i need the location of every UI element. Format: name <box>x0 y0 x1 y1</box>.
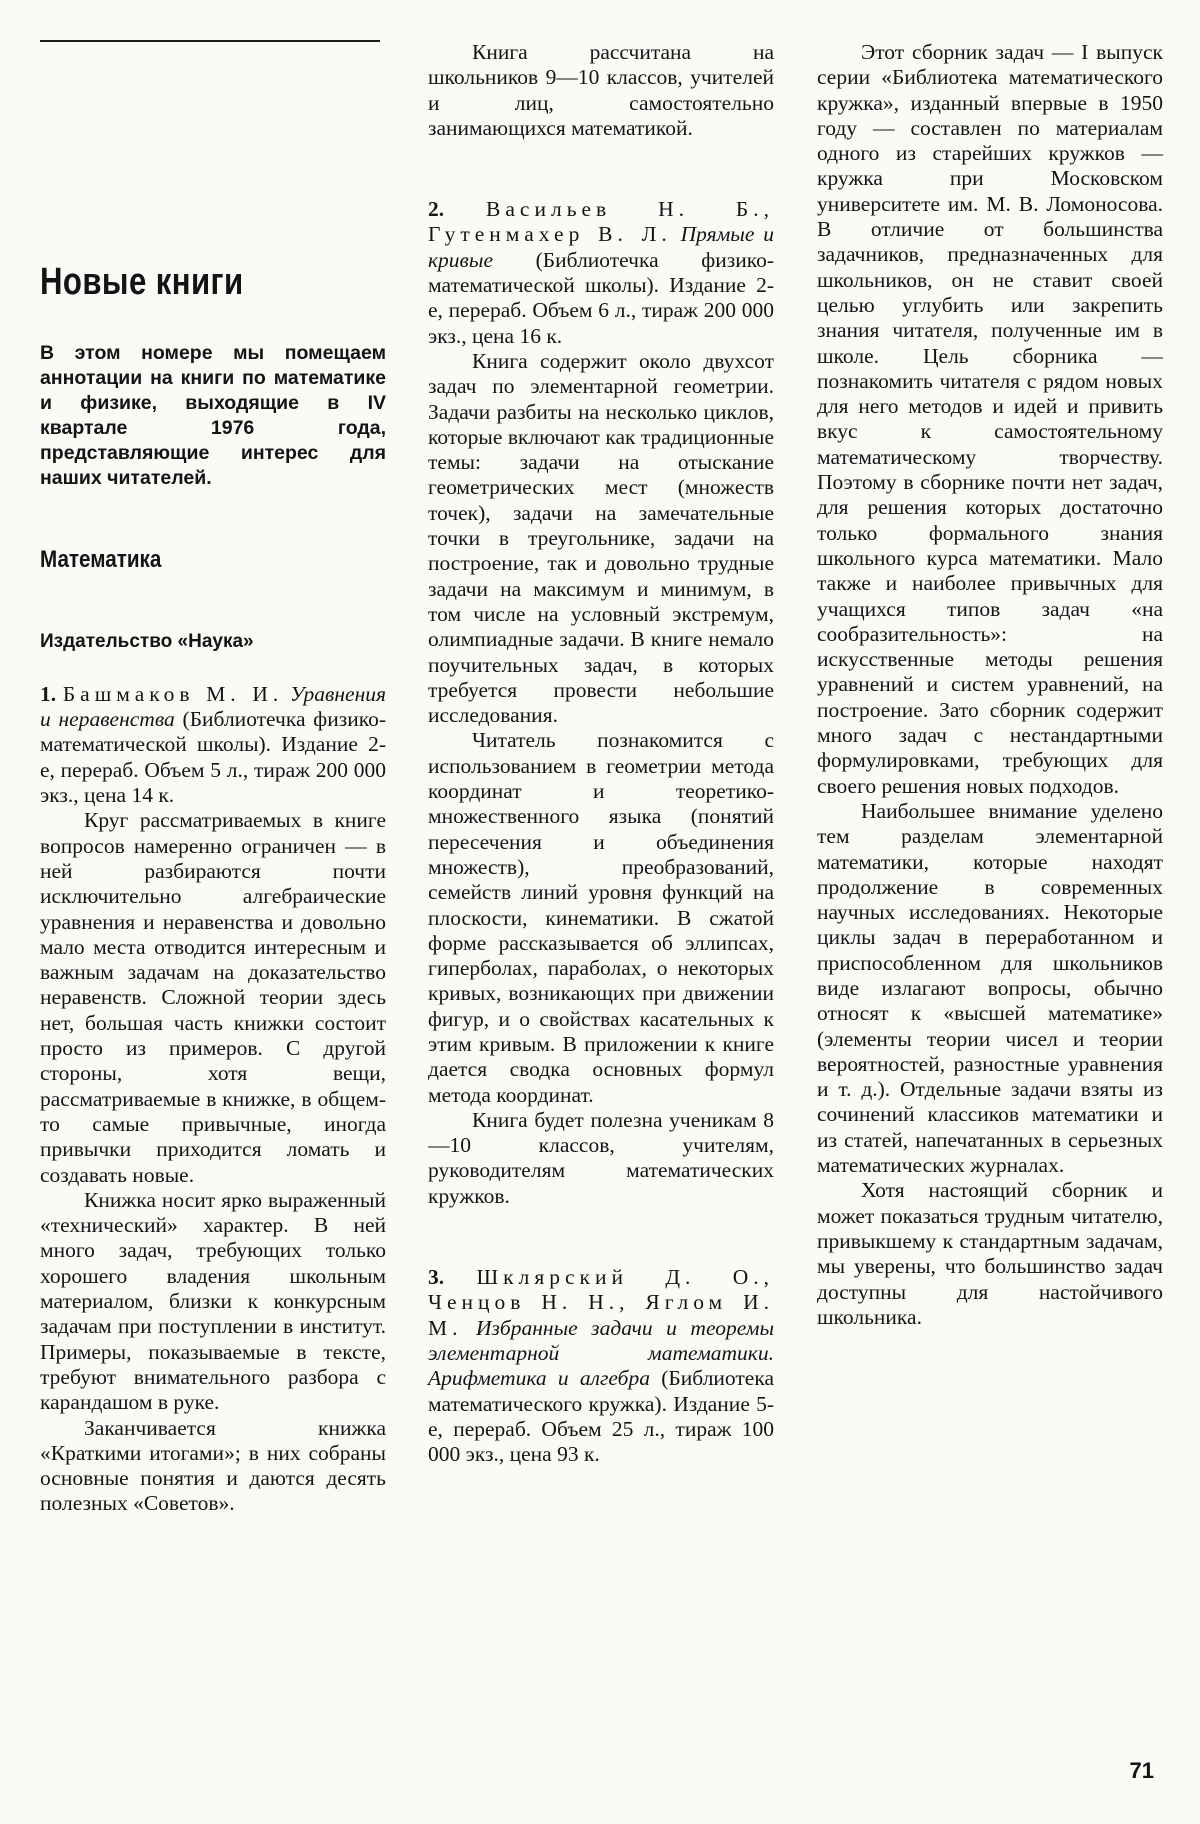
book1-number: 1. <box>40 681 57 706</box>
book1-author: Башмаков М. И. <box>62 681 284 706</box>
book2-number: 2. <box>428 197 445 222</box>
book1-paragraph-3: Заканчивается книжка «Краткими итогами»; в них собраны основные понятия и даются десять полезных «Советов». <box>40 1415 386 1516</box>
book3-paragraph-1: Этот сборник задач — I выпуск серии «Библиотека математического кружка», изданный впервые в 1950 году — составлен по материалам одного из старейших кружков — кружка при Московском университете им. М. В. Ломоносова. В отличие от большинства задачников, предназначенных для школьников, он не ставит своей целью углубить или закрепить знания читателя, полученные им в школе. Цель сборника — познакомить читателя с рядом новых для него методов и идей и привить вкус к самостоятельному математическому творчеству. Поэтому в сборнике почти нет задач, для решения которых достаточно только формального знания школьного курса математики. Мало также и наиболее привычных для учащихся типов задач «на сообразительность»: на искусственные методы решения уравнений и систем уравнений, на построение. Зато сборник содержит много задач с нестандартными формулировками, требующих для своего решения новых подходов. <box>817 40 1163 798</box>
book3-title: Избранные задачи и теоремы элементарной математики. Арифметика и алгебра <box>428 1315 775 1391</box>
book3-author: Шклярский Д. О., Ченцов Н. Н., Яглом И. М. <box>428 1265 775 1340</box>
intro-text: В этом номере мы помещаем аннотации на книги по математике и физике, выходящие в IV квартале 1976 года, представляющие интерес для наших читателей. <box>40 342 386 490</box>
book2-details: (Библиотечка физико-математической школы). Издание 2-е, перераб. Объем 6 л., тираж 200 000 экз., цена 16 к. <box>428 247 774 348</box>
book1-paragraph-2: Книжка носит ярко выраженный «технический» характер. В ней много задач, требующих только хорошего владения школьным материалом, близки к конкурсным задачам при поступлении в институт. Примеры, показываемые в тексте, требуют внимательного разбора с карандашом в руке. <box>40 1187 386 1415</box>
book3-paragraph-3: Хотя настоящий сборник и может показаться трудным читателю, привыкшему к стандартным задачам, мы уверены, что большинство задач доступны для настойчивого школьника. <box>817 1178 1163 1329</box>
book3-number: 3. <box>428 1265 445 1290</box>
book1-paragraph-1: Круг рассматриваемых в книге вопросов намеренно ограничен — в ней разбираются почти исключительно алгебраические уравнения и неравенства и довольно мало места отводится интересным и важным задачам на доказательство неравенств. Сложной теории здесь нет, большая часть книжки состоит просто из примеров. С другой стороны, хотя вещи, рассматриваемые в книжке, в общем-то самые привычные, иногда привычки приходится ломать и создавать новые. <box>40 808 386 1187</box>
book2-author: Васильев Н. Б., Гутенмахер В. Л. <box>428 197 774 247</box>
book3-paragraph-2: Наибольшее внимание уделено тем разделам элементарной математики, которые находят продолжение в современных научных исследованиях. Некоторые циклы задач в переработанном и приспособленном для школьников виде излагают вопросы, обычно относят к «высшей математике» (элементы теории чисел и теории вероятностей, разностные уравнения и т. д.). Отдельные задачи взяты из сочинений классиков математики и из статей, напечатанных в серьезных математических журналах. <box>817 798 1163 1178</box>
book3-header <box>428 1265 774 1467</box>
subsection-title: Математика <box>40 546 162 574</box>
book2-title: Прямые и кривые <box>428 222 774 272</box>
book2-paragraph-3: Книга будет полезна ученикам 8—10 классов, учителям, руководителям математических кружков. <box>428 1107 774 1208</box>
book3-details: (Библиотека математического кружка). Издание 5-е, перераб. Объем 25 л., тираж 100 000 экз., цена 93 к. <box>428 1366 774 1467</box>
book2-paragraph-1: Книга содержит около двухсот задач по элементарной геометрии. Задачи разбиты на несколько циклов, которые включают как традиционные темы: задачи на отыскание геометрических мест (множеств точек), задачи на замечательные точки в треугольнике, задачи на построение, так и довольно трудные задачи на максимум и минимум, в том числе на условный экстремум, олимпиадные задачи. В книге немало поучительных задач, в которых требуется провести небольшие исследования. <box>428 348 774 728</box>
book1-title: Уравнения и неравенства <box>40 681 387 732</box>
book2-paragraph-2: Читатель познакомится с использованием в геометрии метода координат и теоретико-множественного языка (понятий пересечения и объединения множеств), преобразований, семейств линий уровня функций на плоскости, кинематики. В сжатой форме рассказывается об эллипсах, гиперболах, параболах, о некоторых кривых, возникающих при движении фигур, и о свойствах касательных к этим кривым. В приложении к книге дается сводка основных формул метода координат. <box>428 728 774 1107</box>
column-3 <box>817 40 1163 1330</box>
column-1 <box>40 261 387 1517</box>
section-title: Новые книги <box>40 261 244 303</box>
column-2 <box>428 40 774 1467</box>
book1-header <box>40 682 386 808</box>
page-number: 71 <box>1129 1758 1154 1783</box>
book1-details: (Библиотечка физико-математической школы). Издание 2-е, перераб. Объем 5 л., тираж 200 000 экз., цена 14 к. <box>40 707 386 808</box>
book2-header <box>428 197 774 349</box>
book1-paragraph-4: Книга рассчитана на школьников 9—10 классов, учителей и лиц, самостоятельно занимающихся математикой. <box>428 40 774 140</box>
top-rule <box>40 40 380 42</box>
publisher-heading: Издательство «Наука» <box>40 630 254 652</box>
